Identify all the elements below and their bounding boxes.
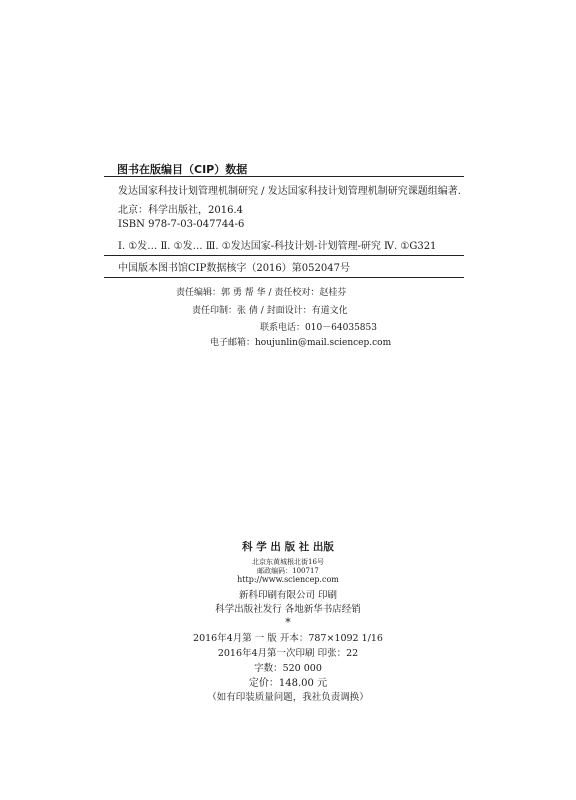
cip-title-line: 发达国家科技计划管理机制研究 / 发达国家科技计划管理机制研究课题组编著. [118, 186, 461, 197]
cip-bottom-rule [104, 277, 464, 278]
email-credit: 电子邮箱：houjunlin@mail.sciencep.com [210, 338, 392, 348]
phone-credit: 联系电话：010－64035853 [260, 323, 377, 333]
publisher-name: 科 学 出 版 社 出版 [242, 541, 334, 553]
edition-line: 2016年4月第 一 版 开本：787×1092 1/16 [193, 633, 383, 644]
cip-classification-line: Ⅰ. ①发… Ⅱ. ①发… Ⅲ. ①发达国家-科技计划-计划管理-研究 Ⅳ. ①G321 [118, 241, 437, 252]
cip-isbn-line: ISBN 978-7-03-047744-6 [118, 219, 245, 230]
word-count: 字数：520 000 [254, 663, 322, 674]
cip-mid-rule [104, 255, 464, 256]
publisher-address: 北京东黄城根北街16号 [252, 558, 324, 566]
cip-heading: 图书在版编目（CIP）数据 [117, 163, 248, 176]
cip-publication-line: 北京：科学出版社，2016.4 [118, 205, 243, 216]
publisher-postcode: 邮政编码：100717 [257, 567, 319, 575]
distribution-line: 科学出版社发行 各地新华书店经销 [215, 604, 361, 615]
printing-line: 2016年4月第一次印刷 印张：22 [217, 648, 359, 659]
separator-star: * [285, 616, 291, 629]
cip-record-number: 中国版本图书馆CIP数据核字（2016）第052047号 [118, 263, 350, 274]
quality-notice: （如有印装质量问题，我社负责调换） [207, 692, 369, 703]
cip-top-rule [104, 176, 464, 177]
printer-line: 新科印刷有限公司 印刷 [238, 590, 338, 601]
publisher-website: http://www.sciencep.com [237, 575, 339, 584]
printing-credit: 责任印制：张 倩 / 封面设计：有道文化 [192, 306, 348, 316]
editor-credit: 责任编辑：郭 勇 帮 华 / 责任校对：赵桂芬 [176, 288, 347, 298]
price: 定价：148.00 元 [248, 678, 328, 689]
